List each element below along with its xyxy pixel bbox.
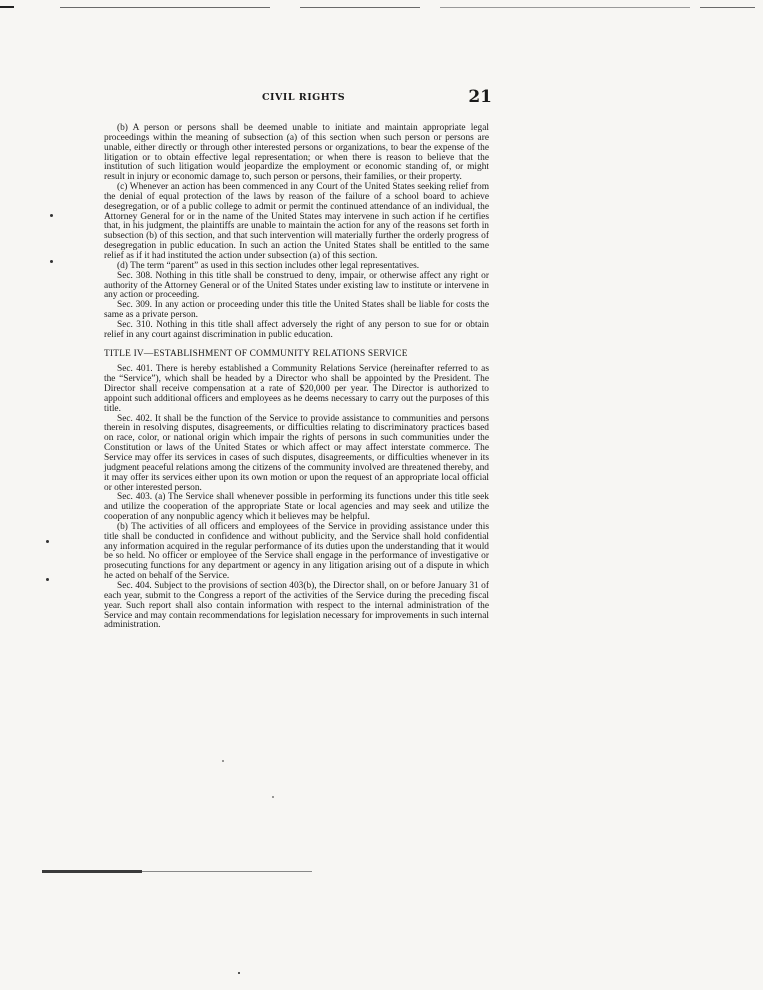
margin-mark bbox=[50, 214, 53, 217]
scan-speck bbox=[238, 972, 240, 974]
paragraph-sec-309: Sec. 309. In any action or proceeding under this title the United States shall be liable for costs the same as a private person. bbox=[104, 300, 489, 321]
paragraph-sec-401: Sec. 401. There is hereby established a Community Relations Service (hereinafter referred to as the “Service”), which shall be headed by a Director who shall be appointed by the President. The Director shall receive compensation at a rate of $20,000 per year. The Director is authorized to appoint such additional officers and employees as he deems necessary to carry out the purposes of this title. bbox=[104, 364, 489, 414]
paragraph-sec-402: Sec. 402. It shall be the function of the Service to provide assistance to communities and persons therein in resolving disputes, disagreements, or difficulties relating to discriminatory practices based on race, color, or national origin which impair the rights of persons in such communities under the Constitution or laws of the United States or which affect or may affect interstate commerce. The Service may offer its services in cases of such disputes, disagreements, or difficulties whenever in its judgment peaceful relations among the citizens of the community involved are threatened thereby, and it may offer its services either upon its own motion or upon the request of an appropriate local official or other interested person. bbox=[104, 413, 489, 493]
paragraph-307-b: (b) A person or persons shall be deemed unable to initiate and maintain appropriate legal proceedings within the meaning of subsection (a) of this section when such person or persons are unable, either directly or through other interested persons or organizations, to bear the expense of the litigation or to obtain effective legal representation; or when there is reason to believe that the institution of such litigation would jeopardize the employment or economic standing of, or might result in injury or economic damage to, such person or persons, their families, or their property. bbox=[104, 123, 489, 183]
margin-mark bbox=[46, 540, 49, 543]
page-number: 21 bbox=[468, 87, 492, 107]
scan-edge-top bbox=[0, 6, 763, 9]
scan-edge-bottom bbox=[42, 870, 322, 873]
scan-speck bbox=[272, 796, 274, 798]
paragraph-307-c: (c) Whenever an action has been commenced in any Court of the United States seeking relief from the denial of equal protection of the laws by reason of the failure of a school board to achieve desegregation, or of a public college to admit or permit the continued attendance of an individual, the Attorney General for or in the name of the United States may intervene in such action if he certifies that, in his judgment, the plaintiffs are unable to maintain the action for any of the reasons set forth in subsection (b) of this section, and that such intervention will materially further the orderly progress of desegregation in public education. In such an action the United States shall be entitled to the same relief as if it had instituted the action under subsection (a) of this section. bbox=[104, 182, 489, 261]
scan-speck bbox=[222, 760, 224, 762]
paragraph-sec-404: Sec. 404. Subject to the provisions of section 403(b), the Director shall, on or before January 31 of each year, submit to the Congress a report of the activities of the Service during the preceding fiscal year. Such report shall also contain information with respect to the internal administration of the Service and may contain recommendations for legislation necessary for improvements in such internal administration. bbox=[104, 580, 489, 631]
document-body bbox=[104, 124, 489, 631]
paragraph-sec-310: Sec. 310. Nothing in this title shall affect adversely the right of any person to sue for or obtain relief in any court against discrimination in public education. bbox=[104, 319, 489, 340]
running-head: CIVIL RIGHTS bbox=[262, 92, 346, 103]
paragraph-sec-403-b: (b) The activities of all officers and employees of the Service in providing assistance under this title shall be conducted in confidence and without publicity, and the Service shall hold confidential any information acquired in the regular performance of its duties upon the understanding that it would be so held. No officer or employee of the Service shall engage in the performance of investigative or prosecuting functions for any department or agency in any litigation arising out of a dispute in which he acted on behalf of the Service. bbox=[104, 521, 489, 582]
paragraph-307-d: (d) The term “parent” as used in this section includes other legal representatives. bbox=[117, 260, 420, 271]
paragraph-sec-403-a: Sec. 403. (a) The Service shall whenever possible in performing its functions under this title seek and utilize the cooperation of the appropriate State or local agencies and may seek and utilize the cooperation of any nonpublic agency which it believes may be helpful. bbox=[104, 492, 489, 523]
page-header bbox=[96, 87, 492, 110]
title-iv-heading: TITLE IV—ESTABLISHMENT OF COMMUNITY RELATIONS SERVICE bbox=[104, 348, 408, 359]
margin-mark bbox=[50, 260, 53, 263]
paragraph-sec-308: Sec. 308. Nothing in this title shall be construed to deny, impair, or otherwise affect any right or authority of the Attorney General or of the United States under existing law to institute or intervene in any action or proceeding. bbox=[104, 270, 489, 301]
margin-mark bbox=[46, 578, 49, 581]
